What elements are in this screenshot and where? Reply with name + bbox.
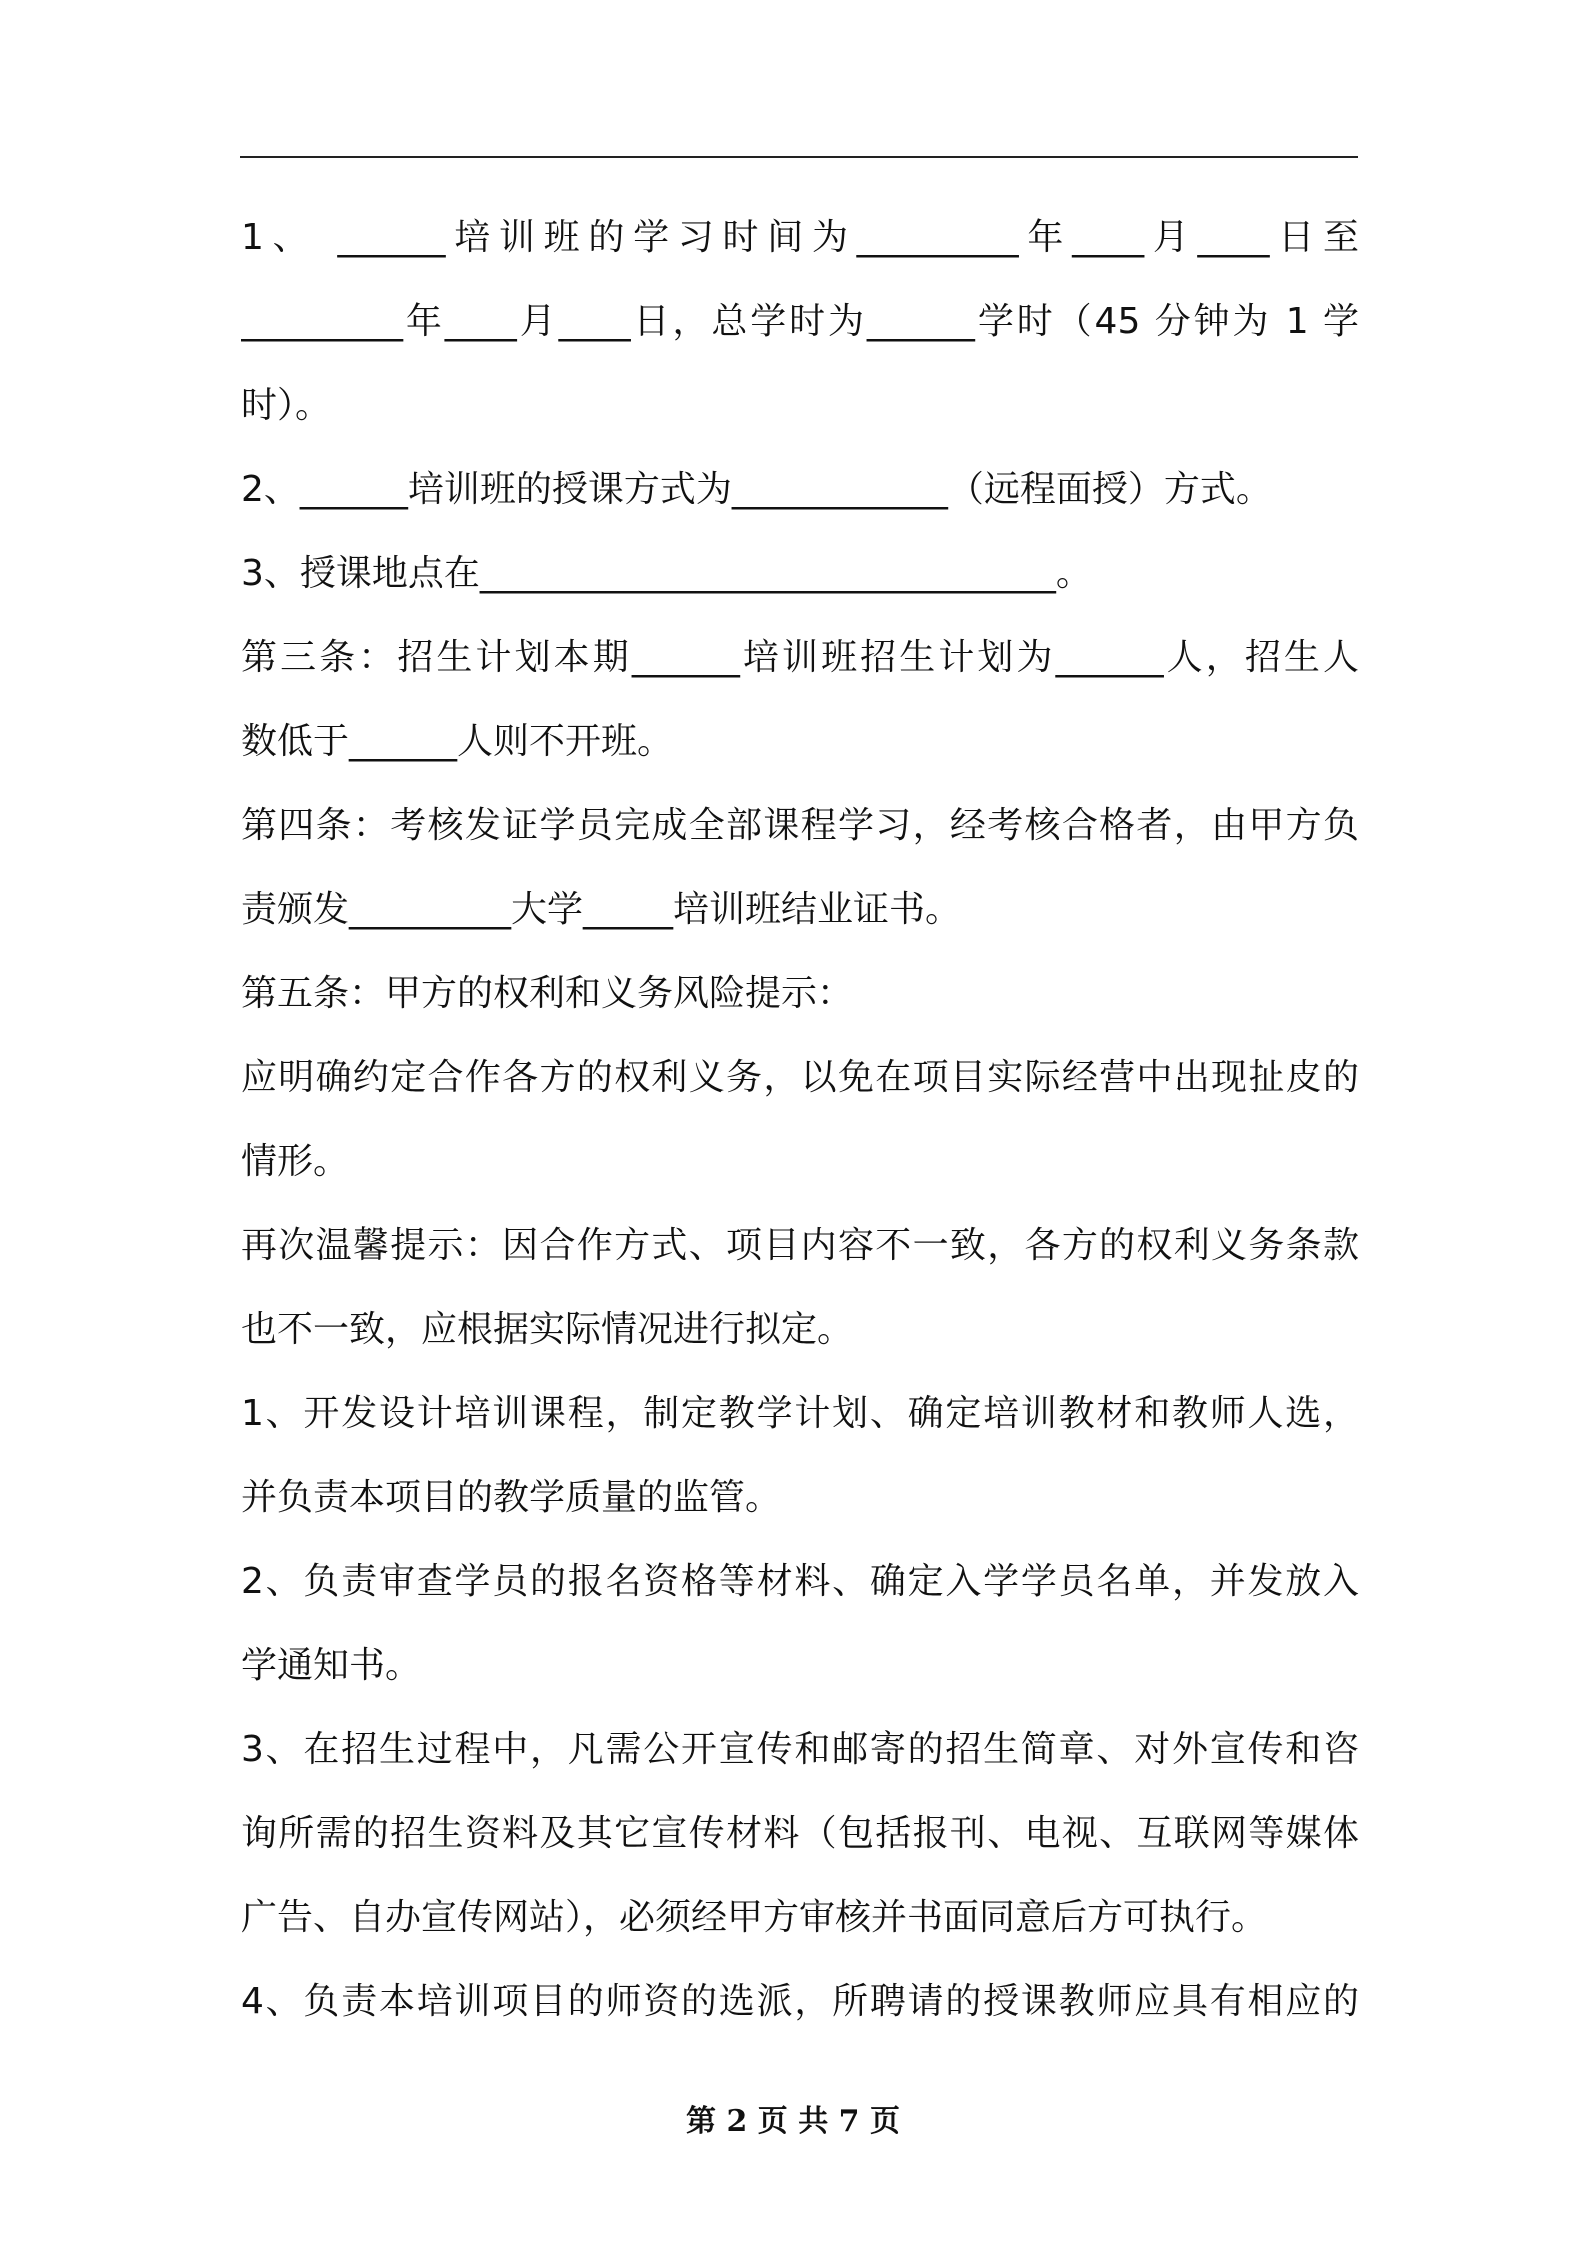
body-line: 2、______培训班的授课方式为____________（远程面授）方式。	[241, 469, 1272, 510]
header-rule	[240, 156, 1358, 158]
body-line: 应明确约定合作各方的权利义务，以免在项目实际经营中出现扯皮的	[241, 1057, 1359, 1098]
body-line: 并负责本项目的教学质量的监管。	[241, 1477, 782, 1518]
document-body	[241, 196, 1359, 2044]
body-line: 3、在招生过程中，凡需公开宣传和邮寄的招生简章、对外宣传和咨	[241, 1729, 1359, 1770]
body-line: 也不一致，应根据实际情况进行拟定。	[241, 1309, 854, 1350]
body-line: 广告、自办宣传网站），必须经甲方审核并书面同意后方可执行。	[241, 1897, 1268, 1938]
body-line: 第三条：招生计划本期______培训班招生计划为______人，招生人	[241, 637, 1359, 678]
body-line: 责颁发_________大学_____培训班结业证书。	[241, 889, 962, 930]
body-line: 4、负责本培训项目的师资的选派，所聘请的授课教师应具有相应的	[241, 1981, 1359, 2022]
body-line: 学通知书。	[241, 1645, 422, 1686]
body-line: 数低于______人则不开班。	[241, 721, 674, 762]
body-line: 第五条：甲方的权利和义务风险提示：	[241, 973, 854, 1014]
body-line: 2、负责审查学员的报名资格等材料、确定入学学员名单，并发放入	[241, 1561, 1359, 1602]
page-number-footer: 第 2 页 共 7 页	[686, 2104, 900, 2139]
body-line: 第四条：考核发证学员完成全部课程学习，经考核合格者，由甲方负	[241, 805, 1359, 846]
body-line: 1、 ______培训班的学习时间为_________年____月____日至	[241, 217, 1359, 258]
body-line: 1、开发设计培训课程，制定教学计划、确定培训教材和教师人选，	[241, 1393, 1359, 1434]
body-line: 时）。	[241, 385, 332, 426]
body-line: _________年____月____日，总学时为______学时（45 分钟为 1 学	[241, 301, 1359, 342]
body-line: 情形。	[241, 1141, 350, 1182]
body-line: 询所需的招生资料及其它宣传材料（包括报刊、电视、互联网等媒体	[241, 1813, 1359, 1854]
body-line: 3、授课地点在________________________________。	[241, 553, 1092, 594]
body-line: 再次温馨提示：因合作方式、项目内容不一致，各方的权利义务条款	[241, 1225, 1359, 1266]
